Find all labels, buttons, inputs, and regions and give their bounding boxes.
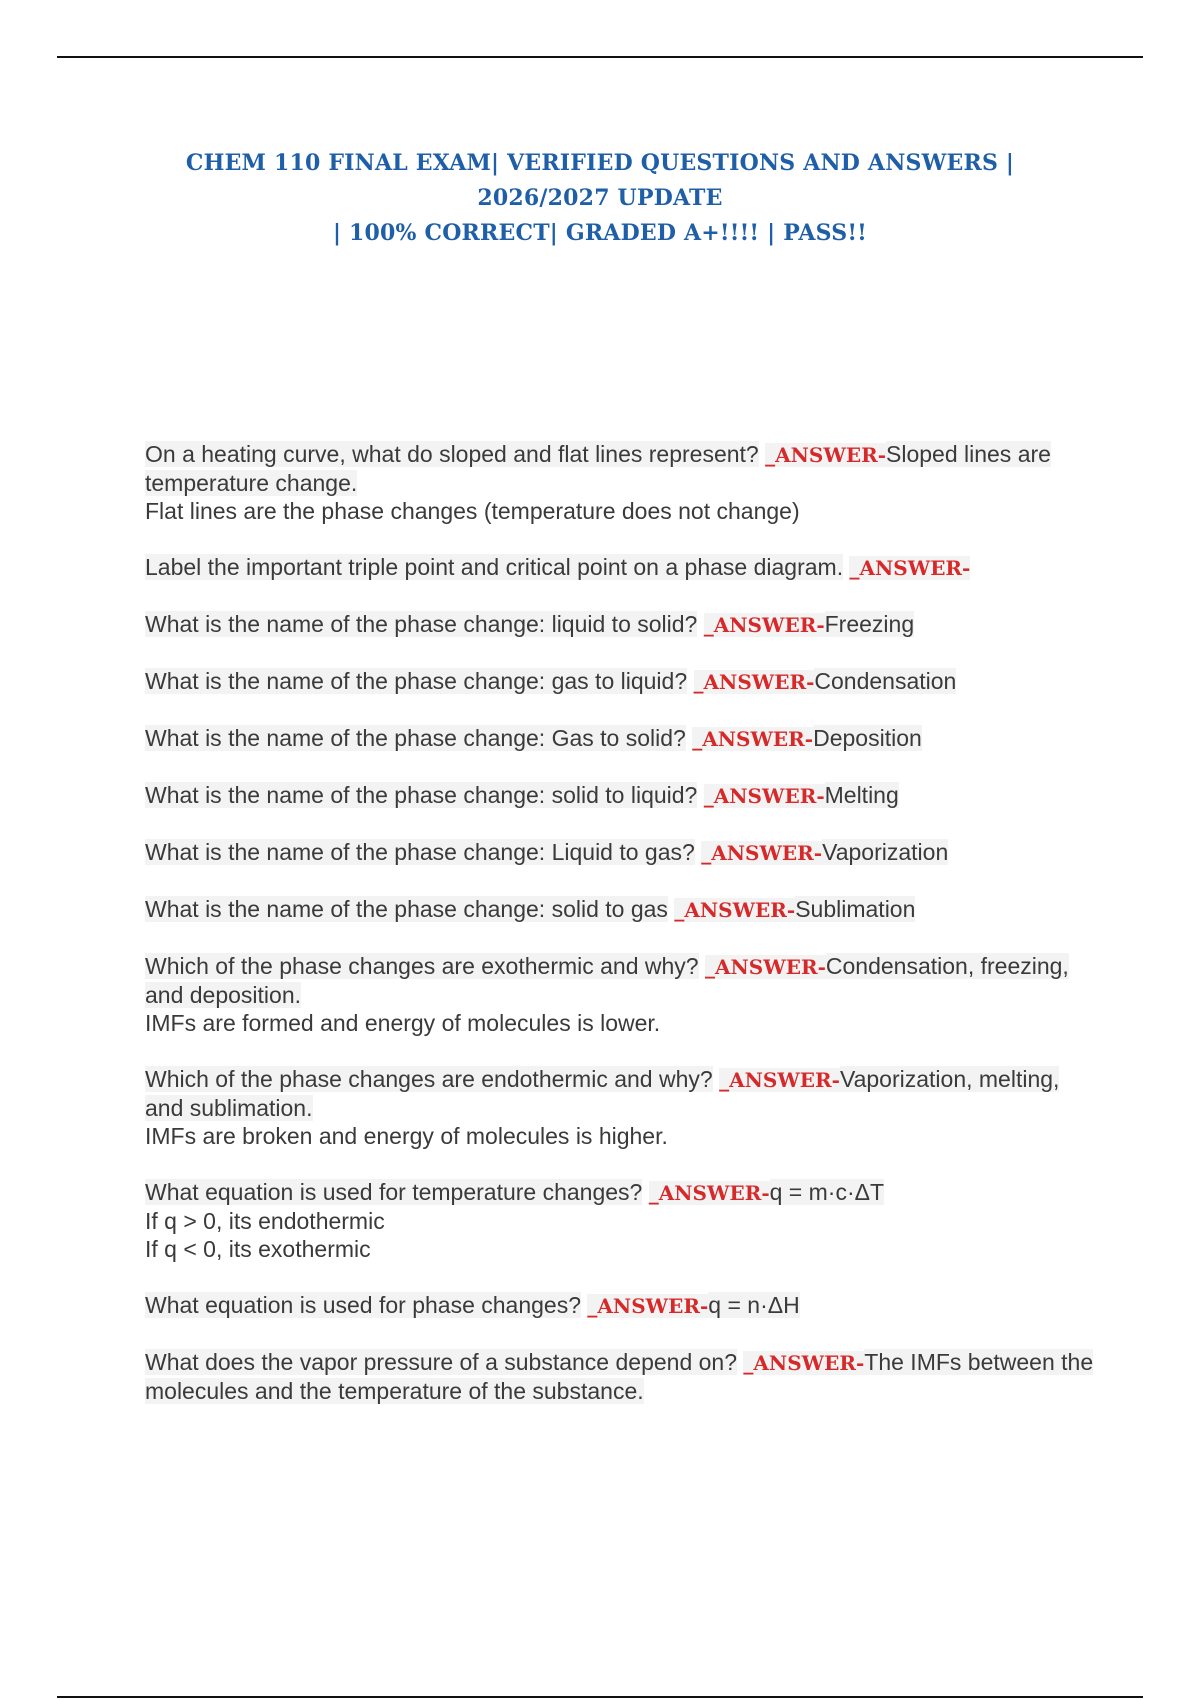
- question-text: What is the name of the phase change: solid to liquid?: [145, 782, 698, 808]
- answer-marker: _ANSWER-: [674, 898, 796, 922]
- question-text: What is the name of the phase change: gas to liquid?: [145, 668, 688, 694]
- answer-text: q = n·ΔH: [708, 1292, 800, 1318]
- top-rule: [57, 56, 1143, 58]
- question-text: What is the name of the phase change: Gas to solid?: [145, 725, 686, 751]
- qa-item: [145, 724, 1095, 753]
- answer-text: q = m·c·ΔT: [769, 1179, 885, 1205]
- answer-marker: _ANSWER-: [692, 727, 814, 751]
- answer-detail-line: If q > 0, its endothermic: [145, 1208, 385, 1234]
- question-text: What is the name of the phase change: solid to gas: [145, 896, 668, 922]
- qa-item: [145, 1178, 1095, 1263]
- title-line-1: CHEM 110 FINAL EXAM| VERIFIED QUESTIONS AND ANSWERS | 2026/2027 UPDATE: [185, 150, 1015, 211]
- question-text: What does the vapor pressure of a substance depend on?: [145, 1349, 738, 1375]
- answer-text: Freezing: [824, 611, 915, 637]
- answer-marker: _ANSWER-: [703, 784, 825, 808]
- answer-marker: _ANSWER-: [703, 613, 825, 637]
- document-title: [130, 146, 1070, 251]
- answer-marker: _ANSWER-: [693, 670, 815, 694]
- qa-item: [145, 553, 1095, 582]
- bottom-rule: [57, 1696, 1143, 1698]
- answer-text: Melting: [824, 782, 899, 808]
- qa-item: [145, 1291, 1095, 1320]
- answer-text: Condensation, freezing, and deposition.: [145, 953, 1069, 1008]
- answer-text: Sloped lines are temperature change.: [145, 441, 1051, 496]
- question-text: On a heating curve, what do sloped and flat lines represent?: [145, 441, 759, 467]
- question-text: What equation is used for temperature changes?: [145, 1179, 643, 1205]
- qa-list: [145, 440, 1095, 1405]
- answer-text: Vaporization: [822, 839, 949, 865]
- answer-marker: _ANSWER-: [849, 556, 971, 580]
- answer-marker: _ANSWER-: [765, 443, 886, 467]
- answer-text: Sublimation: [795, 896, 916, 922]
- answer-text: Condensation: [814, 668, 957, 694]
- answer-marker: _ANSWER-: [701, 841, 823, 865]
- answer-detail-line: IMFs are formed and energy of molecules is lower.: [145, 1010, 661, 1036]
- answer-text: Deposition: [813, 725, 922, 751]
- answer-detail-line: If q < 0, its exothermic: [145, 1236, 371, 1262]
- question-text: What is the name of the phase change: Liquid to gas?: [145, 839, 695, 865]
- qa-item: [145, 895, 1095, 924]
- answer-marker: _ANSWER-: [719, 1068, 840, 1092]
- qa-item: [145, 952, 1095, 1037]
- qa-item: [145, 1348, 1095, 1405]
- answer-detail-line: IMFs are broken and energy of molecules is higher.: [145, 1123, 668, 1149]
- question-text: Label the important triple point and critical point on a phase diagram.: [145, 554, 844, 580]
- title-line-2: | 100% CORRECT| GRADED A+!!!! | PASS!!: [332, 220, 868, 246]
- qa-item: [145, 1065, 1095, 1150]
- answer-marker: _ANSWER-: [648, 1181, 770, 1205]
- answer-marker: _ANSWER-: [743, 1351, 865, 1375]
- qa-item: [145, 610, 1095, 639]
- qa-item: [145, 838, 1095, 867]
- qa-item: [145, 440, 1095, 525]
- question-text: What is the name of the phase change: liquid to solid?: [145, 611, 698, 637]
- qa-item: [145, 667, 1095, 696]
- question-text: What equation is used for phase changes?: [145, 1292, 582, 1318]
- answer-text: Vaporization, melting, and sublimation.: [145, 1066, 1060, 1121]
- question-text: Which of the phase changes are exothermic and why?: [145, 953, 699, 979]
- answer-marker: _ANSWER-: [587, 1294, 709, 1318]
- answer-text: The IMFs between the molecules and the temperature of the substance.: [145, 1349, 1094, 1404]
- answer-marker: _ANSWER-: [705, 955, 826, 979]
- question-text: Which of the phase changes are endothermic and why?: [145, 1066, 713, 1092]
- answer-detail-line: Flat lines are the phase changes (temperature does not change): [145, 498, 800, 524]
- qa-item: [145, 781, 1095, 810]
